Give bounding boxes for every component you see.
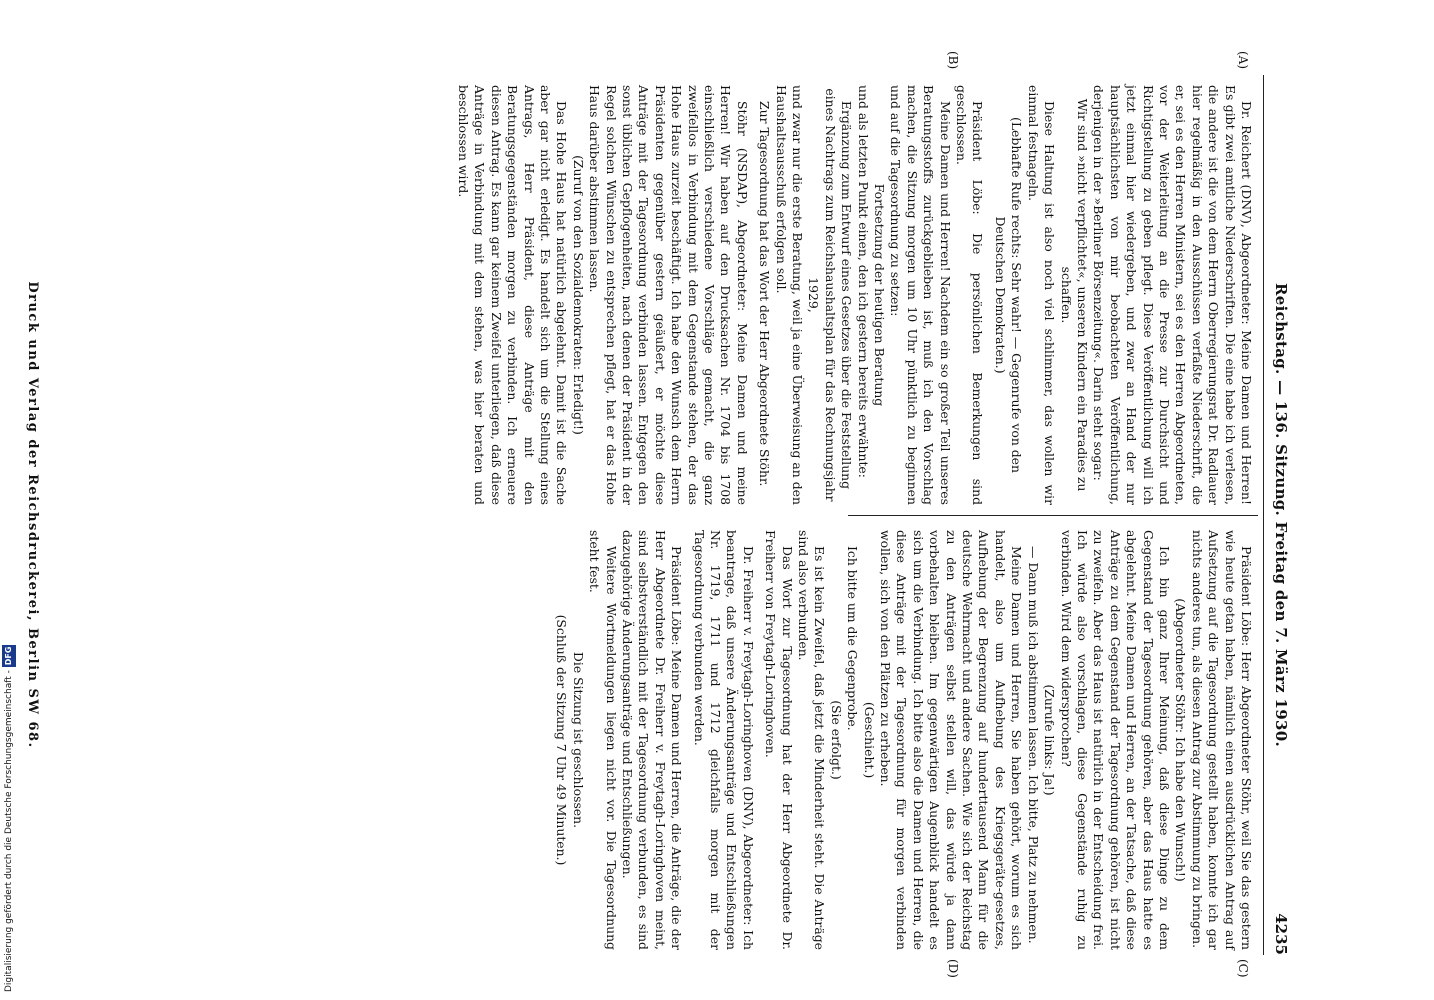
paragraph: und als letzten Punkt einen, den ich gestern bereits erwähnte: (855, 85, 871, 478)
closing-note: (Schluß der Sitzung 7 Uhr 49 Minuten.) (554, 614, 570, 866)
left-column (455, 85, 1255, 505)
paragraph: Zur Tagesordnung hat das Wort der Herr Abgeordnete Stöhr. (757, 101, 773, 487)
paragraph: Es ist kein Zweifel, daß jetzt die Minderheit steht. Die Anträge sind also verbunden. (796, 530, 828, 950)
digitization-note: Digitalisierung gefördert durch die Deutsche Forschungsgemeinschaft - (4, 670, 14, 992)
page-title: Reichstag. — 136. Sitzung. Freitag den 7. März 1930. (1272, 283, 1290, 747)
margin-mark-a: (A) (1236, 51, 1250, 70)
paragraph: Ich bitte um die Gegenprobe. (845, 546, 861, 731)
quote: Wir sind »nicht verpflichtet«, unseren Kindern ein Paradies zu schaffen. (1058, 98, 1090, 492)
paragraph: — Dann muß ich abstimmen lassen. Ich bitte, Platz zu nehmen. (1025, 546, 1041, 944)
interjection: (Lebhafte Rufe rechts: Sehr wahr! — Gegenrufe von den Deutschen Demokraten.) (992, 117, 1025, 473)
paragraph: Präsident Löbe: Herr Abgeordneter Stöhr, weil Sie das gestern wie heute getan haben, nämlich einen ausdrücklichen Antrag auf Aufsetzung auf die Tagesordnung gestellt haben, konnte ich gar nichts anderes tun, als diesen Antrag zur Abstimmung zu bringen. (1189, 530, 1254, 950)
interjection: (Zurufe links: Ja!) (1042, 684, 1058, 796)
paragraph: Dr. Freiherr v. Freytagh-Loringhoven (DNV), Abgeordneter: Ich beantrage, daß unsere Änderungsanträge und Entschließungen Nr. 1719, 1711 und 1712 gleichfalls morgen mit der Tagesordnung verbunden werden. (691, 530, 756, 950)
paragraph: Meine Damen und Herren, Sie haben gehört, worum es sich handelt, also um Aufhebung des Kriegsgeräte-gesetzes, Aufhebung der Begrenzung auf hunderttausend Mann für die deutsche Wehrmacht und andere Sachen. Wie sich der Reichstag zu den Anträgen selbst stellen will, das würde ja dann vorbehalten bleiben. Im gegenwärtigen Augenblick handelt es sich um die Verbindung. Ich bitte also die Damen und Herren, die diese Anträge mit der Tagesordnung für morgen verbinden wollen, sich von den Plätzen zu erheben. (878, 530, 1025, 950)
paragraph: Das Hohe Haus hat natürlich abgelehnt. Damit ist die Sache aber gar nicht erledigt. Es handelt sich um die Stellung eines Antrags, Herr Präsident, diese Anträge mit den Beratungsgegenständen morgen zu verbinden. Ich erneuere diesen Antrag. Es kann gar keinem Zweifel unterliegen, daß diese Anträge in Verbindung mit dem stehen, was hier beraten und beschlossen wird. (455, 85, 570, 505)
paragraph: Das Wort zur Tagesordnung hat der Herr Abgeordnete Dr. Freiherr von Freytagh-Loringhoven. (763, 530, 795, 950)
paragraph: Ich bin ganz Ihrer Meinung, daß diese Dinge zu dem Gegenstand der Tagesordnung gehören, aber das Haus hatte es abgelehnt. Meine Damen und Herren, an der Tatsache, daß diese Anträge zu dem Gegenstand der Tagesordnung gehören, ist nicht zu zweifeln. Aber das Haus ist natürlich in der Entscheidung frei. Ich würde also vorschlagen, diese Gegenstände ruhig zu verbinden. Wird dem widersprochen? (1058, 530, 1172, 950)
paragraph: und zwar nur die erste Beratung, weil ja eine Überweisung an den Haushaltsausschuß erfolgen soll. (773, 85, 806, 505)
paragraph: Präsident Löbe: Meine Damen und Herren, die Anträge, die der Herr Abgeordnete Dr. Freiherr v. Freytagh-Loringhoven meint, sind selbstverständlich mit der Tagesordnung verbunden, es sind dazugehörige Änderungsanträge und Entschließungen. (619, 530, 685, 950)
digitization-note-strip (2, 2, 20, 992)
interjection: (Geschieht.) (861, 701, 877, 779)
margin-mark-b: (B) (946, 51, 960, 70)
interjection: (Sie erfolgt.) (828, 700, 844, 780)
margin-mark-d: (D) (946, 959, 960, 978)
interjection: (Zuruf von den Sozialdemokraten: Erledigt!) (570, 155, 586, 435)
agenda-item: Fortsetzung der heutigen Beratung (872, 183, 888, 407)
dfg-logo: DFG (2, 645, 16, 668)
margin-mark-c: (C) (1236, 959, 1250, 978)
paragraph: Weitere Wortmeldungen liegen nicht vor. Die Tagesordnung steht fest. (587, 530, 619, 950)
paragraph: Diese Haltung ist also noch viel schlimmer, das wollen wir einmal festnageln. (1025, 85, 1058, 505)
page-number: 4235 (1272, 913, 1290, 955)
paragraph: Präsident Löbe: Die persönlichen Bemerkungen sind geschlossen. (954, 85, 986, 505)
paragraph: Dr. Reichert (DNV), Abgeordneter: Meine Damen und Herren! Es gibt zwei amtliche Niederschriften. Die eine habe ich verlesen, die andere ist die von dem Herrn Oberregierungsrat Dr. Radlauer hier regelmäßig in den Ausschüssen verfaßte Niederschrift, die er, sei es den Herren Ministern, sei es den Herren Abgeordneten, vor der Weiterleitung an die Presse zur Durchsicht und Richtigstellung zu geben pflegt. Diese Veröffentlichung will ich jetzt einmal hier wiedergeben, und zwar an Hand der nur hauptsächlichsten von mir beobachteten Veröffentlichung, derjenigen in der »Berliner Börsenzeitung«. Darin steht sogar: (1091, 85, 1254, 505)
interjection: (Abgeordneter Stöhr: Ich habe den Wunsch!) (1173, 598, 1189, 882)
printer-imprint: Druck und Verlag der Reichsdruckerei, Berlin SW 68. (25, 281, 40, 749)
page-header (1263, 75, 1290, 955)
column-divider (848, 515, 1258, 516)
agenda-item: Ergänzung zum Entwurf eines Gesetzes über die Feststellung eines Nachtrags zum Reichshaushaltsplan für das Rechnungsjahr 1929, (806, 88, 855, 502)
paragraph: Stöhr (NSDAP), Abgeordneter: Meine Damen und meine Herren! Wir haben auf den Drucksachen Nr. 1704 bis 1708 einschließlich verschiedene Vorschläge gemacht, die ganz zweifellos in Verbindung mit dem Gegenstande stehen, der das Hohe Haus zurzeit beschäftigt. Ich habe den Wunsch dem Herrn Präsidenten gegenüber gestern geäußert, er möchte diese Anträge mit der Tagesordnung verbinden lassen. Entgegen den sonst üblichen Gepflogenheiten, nach denen der Präsident in der Regel solchen Wünschen zu entsprechen pflegt, hat er das Hohe Haus darüber abstimmen lassen. (587, 85, 750, 505)
paragraph: Meine Damen und Herren! Nachdem ein so großer Teil unseres Beratungsstoffs zurückgeblieben ist, muß ich den Vorschlag machen, die Sitzung morgen um 10 Uhr pünktlich zu beginnen und auf die Tagesordnung zu setzen: (888, 85, 953, 505)
closing-line: Die Sitzung ist geschlossen. (570, 651, 586, 829)
document-page (0, 51, 1290, 978)
right-column (553, 530, 1254, 950)
